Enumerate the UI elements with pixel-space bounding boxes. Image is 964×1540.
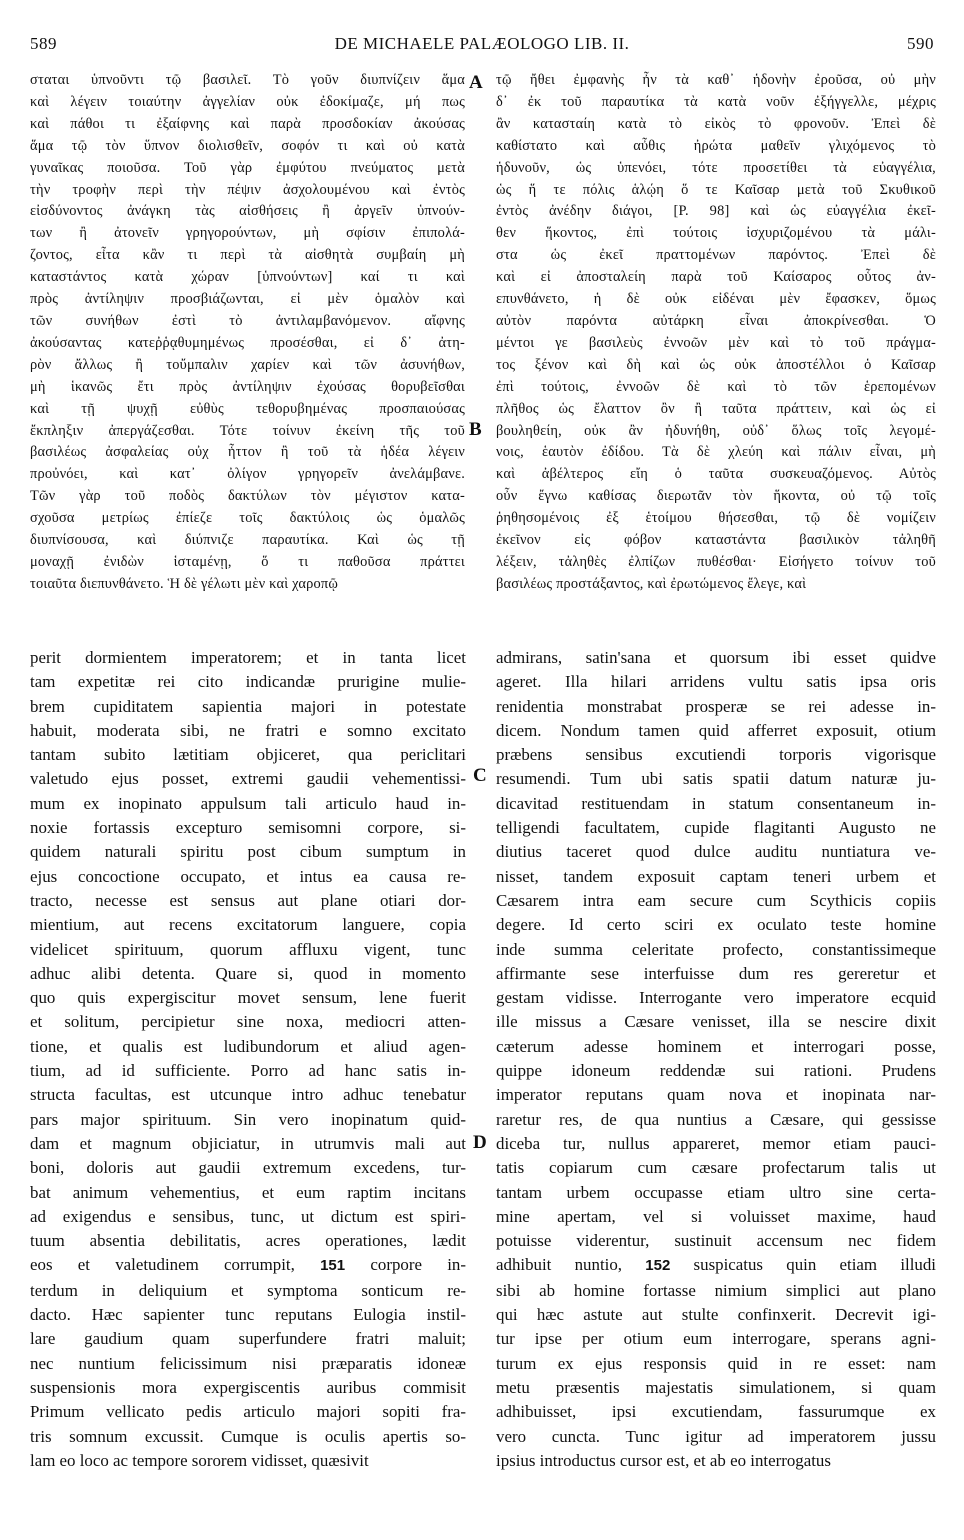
text-line: boni, doloris aut gaudii extremum excedens, tur- (30, 1158, 466, 1178)
running-title: DE MICHAELE PALÆOLOGO LIB. II. (334, 34, 630, 53)
text-line: ipsius introductus cursor est, et ab eo interrogatus (496, 1450, 831, 1470)
text-line: qui hæc astute aut stulte confinxerit. Decrevit igi- (496, 1305, 936, 1325)
text-line: quo quis expergiscitur movet sensum, lene fuerit (30, 988, 466, 1008)
text-line: ἅμα τῷ τὸν ὕπνον διολισθεῖν, σοφόν τι καὶ οὐ κατὰ (30, 137, 465, 154)
text-line: καὶ εἰ ἀποσταλείη παρὰ τοῦ Καίσαρος οὗτος ἀν- (496, 269, 936, 286)
text-line: quidem naturali spiritu post cibum sumptum in (30, 842, 466, 862)
text-line: τῶν συνήθων ἐστὶ τὸ ἀντιλαμβανόμενον. αἴφνης (30, 312, 465, 329)
text-line: degere. Id certo sciri ex oculato teste homine (496, 915, 936, 935)
text-line: admirans, satin'sana et quorsum ibi esset quidve (496, 648, 936, 667)
text-line: valetudo ejus posset, extremi gaudii vehementissi- (30, 769, 466, 789)
text-line: inde summa celeritate profecto, constantissimeque (496, 939, 936, 959)
text-line: στα ὡς ἐκεῖ πραττομένων παρόντος. Ἐπεὶ δὲ (496, 247, 936, 264)
text-line: ad exigendus e sensibus, tunc, ut dictum est spiri- (30, 1206, 466, 1226)
text-line: δ᾽ ἐκ τοῦ παραυτίκα τὰ κατὰ νοῦν ἐξήγγελλε, μέχρις (496, 93, 936, 110)
latin-translation-left-column (30, 646, 466, 1516)
text-line: ρὸν ἄλλως ἢ τοὔμπαλιν χαρίεν καὶ τῶν ἀσυνήθων, (30, 356, 465, 373)
text-line: σχοῦσα μετρίως ἐπίεζε τοῖς δακτύλοις ὡς ὁμαλῶς (30, 510, 465, 527)
text-line: ἐπὶ τούτοις, ἐννοῶν δὲ καὶ τὸ τῶν ἑρεπομένων (496, 378, 936, 395)
text-line: tantam subito lætitiam objiceret, qua periclitari (30, 745, 466, 765)
section-marker-b: B (469, 419, 482, 440)
section-marker-a: A (469, 72, 483, 93)
text-line: resumendi. Tum ubi satis spatii datum naturæ ju- (496, 769, 936, 789)
text-line: adhibuit nuntio, 152 suspicatus quin etiam illudi (496, 1255, 936, 1275)
text-line: tur ipse per otium eum interrogare, sperans agni- (496, 1329, 936, 1349)
text-line: tam expetitæ rei cito indicandæ prurigine mulie- (30, 672, 466, 692)
text-line: θεν ἥκοντος, ἐπὶ τούτοις ἰσχυριζομένου τὰ μάλι- (496, 225, 936, 242)
text-line: tracto, necesse est sensus aut plane otiari dor- (30, 890, 466, 910)
text-line: μέντοι γε βασιλεὺς ἐννοῶν μὲν καὶ τὸ τοῦ πράγμα- (496, 334, 936, 351)
text-line: ἂν κατασταίη κατὰ τὸ εἰκὸς τὸ φρονοῦν. Ἐπεὶ δὲ (496, 115, 936, 132)
text-line: affirmante sese interfuisse dum res gereretur et (496, 963, 936, 983)
text-line: tatis copiarum cum cæsare profectarum talis ut (496, 1158, 936, 1178)
text-line: ζοντος, εἶτα κἂν τι περὶ τὰ αἰσθητὰ συμβαίη μὴ (30, 247, 465, 264)
text-line: telligendi facultatem, cupide flagitanti Augusto ne (496, 818, 936, 838)
text-line: καὶ πάθοι τι ἐξαίφνης καὶ παρὰ προσδοκίαν ἀκούσας (30, 115, 465, 132)
text-line: οὖν ἔγνω καθίσας διερωτᾶν τὸν ἥκοντα, οὐ τῷ τοῖς (496, 488, 936, 505)
text-line: tuum absentia debilitatis, acres operationes, lædit (30, 1231, 466, 1251)
text-line: μὴ ἱκανῶς ἔτι πρὸς ἀντίληψιν ἐχούσας θορυβεῖσθαι (30, 378, 465, 395)
text-line: γυναῖκας ποιοῦσα. Τοῦ γὰρ ἐμφύτου πνεύματος μετὰ (30, 159, 465, 176)
text-line: Cæsarem intra eam secure cum Scythicis copiis (496, 890, 936, 910)
text-line: terdum in deliquium et symptoma sonticum re- (30, 1280, 466, 1300)
text-line: καὶ λέγειν τοιαύτην ἀγγελίαν οὐκ ἐδοκίμαζε, μή πως (30, 93, 465, 110)
text-line: diutius taceret quod dulce auditu nuntiatura ve- (496, 842, 936, 862)
running-head (24, 34, 940, 56)
text-line: adhuc alibi detenta. Quare si, quod in momento (30, 963, 466, 983)
text-line: τοιαῦτα διεπυνθάνετο. Ἡ δὲ γέλωτι μὲν καὶ χαροπῷ (30, 575, 338, 592)
text-line: nec nuntium felicissimum nisi præparatis idoneæ (30, 1353, 466, 1373)
text-line: μοναχῇ ἐνιδὼν ἱσταμένῃ, ὅ τι παθοῦσα πράττει (30, 553, 465, 570)
text-line: καθίστατο καὶ αὖθις ἠρώτα μαθεῖν γλιχόμενος τὸ (496, 137, 936, 154)
text-line: ἐντὸς ἀνέδην διάγοι, [P. 98] καὶ ὡς εὐαγγέλια ἐκεῖ- (496, 203, 936, 220)
text-line: τὴν τροφὴν περὶ τὴν πέψιν ἀσχολουμένου καὶ ἐντὸς (30, 181, 465, 198)
text-line: lare gaudium quam superfundere fratri maluit; (30, 1329, 466, 1349)
text-line: noxie fortassis excepturo semisomni corpore, si- (30, 818, 466, 838)
text-line: pars major spirituum. Sin vero inopinatum quid- (30, 1109, 466, 1129)
greek-text-right-column (496, 70, 936, 630)
latin-translation-right-column (496, 646, 936, 1516)
text-line: renidentia monstrabat prosperæ se rei adesse in- (496, 696, 936, 716)
text-line: cæterum adesse hominem et interrogari posse, (496, 1036, 936, 1056)
text-line: tione, et qualis est ludibundorum et aliud agen- (30, 1036, 466, 1056)
section-marker-d: D (473, 1132, 487, 1153)
text-line: προὐνόει, καὶ κατ᾽ ὀλίγον γρηγορεῖν ἀνελάμβανε. (30, 466, 465, 483)
left-page-number: 589 (30, 34, 57, 53)
text-line: λέξειν, τἀληθὲς ἐλπίζων πυθέσθαι· Εἰσήγετο τοίνυν τοῦ (496, 553, 936, 570)
text-line: ὡς ἥ τε πόλις ἁλῴη ὅ τε Καῖσαρ μετὰ τοῦ Σκυθικοῦ (496, 181, 936, 198)
text-line: et solitum, percipietur sine noxa, mediocri atten- (30, 1012, 466, 1032)
text-line: ageret. Illa hilari arridens vultu satis ipsa oris (496, 672, 936, 692)
text-line: vero cuncta. Tunc igitur ad imperatorem jussu (496, 1426, 936, 1446)
text-line: ille missus a Cæsare venisset, illa se nescire dixit (496, 1012, 936, 1032)
text-line: structa facultas, est utcunque intro adhuc tenebatur (30, 1085, 466, 1105)
text-line: suspensionis mora expergiscentis auribus commisit (30, 1377, 466, 1397)
text-line: πλῆθος ὡς ἔλαττον ὂν ἢ ταῦτα πράττειν, καὶ ὡς εἰ (496, 400, 936, 417)
text-line: ἐκεῖνον εἰς φόβον καταστάντα βασιλικὸν τἀληθῆ (496, 532, 936, 549)
text-line: ejus concoctione occupato, et intus ea causa re- (30, 866, 466, 886)
text-line: diceba tur, nullus appareret, memor etiam pauci- (496, 1133, 936, 1153)
text-line: potuisse viderentur, sustinuit accensum nec fidem (496, 1231, 936, 1251)
greek-text-left-column (30, 70, 465, 630)
text-line: καταστάντος κατὰ χώραν [ὑπνούντων] καί τι καὶ (30, 269, 465, 286)
text-line: επυνθάνετο, ἡ δὲ οὐκ εἰδέναι μὲν ἔφασκεν, ὅμως (496, 291, 936, 308)
text-line: mientium, aut recens excitatorum languere, copia (30, 915, 466, 935)
text-line: turum ex ejus responsis quid in re esset: nam (496, 1353, 936, 1373)
text-line: tium, ad id sufficiente. Porro ad hanc satis in- (30, 1061, 466, 1081)
text-line: præbens sensibus excutiendi torporis vigorisque (496, 745, 936, 765)
text-line: imperator reputans quam nova et inopinata nar- (496, 1085, 936, 1105)
text-line: quippe idoneum reddendæ sui rationi. Prudens (496, 1061, 936, 1081)
text-line: mine apertam, vel si voluisset maxime, haud (496, 1206, 936, 1226)
text-line: αὐτὸν παρόντα αὐτάρκη εἶναι ἀποκρίνεσθαι. Ὁ (496, 312, 936, 329)
text-line: των ἢ ἀτονεῖν γρηγορούντων, μὴ σφίσιν ἐπιπολά- (30, 225, 465, 242)
text-line: βουληθείη, οὐκ ἂν ἠδυνήθη, οὐδ᾽ ὅλως τοῖς λεγομέ- (496, 422, 936, 439)
text-line: dacto. Hæc sapienter tunc reputans Eulogia instil- (30, 1305, 466, 1325)
text-line: σταται ὑπνοῦντι τῷ βασιλεῖ. Τὸ γοῦν διυπνίζειν ἅμα (30, 72, 465, 88)
text-line: ἔκπληξιν ἀπεργάζεσθαι. Τότε τοίνυν ἐκείνη τῆς τοῦ (30, 422, 465, 439)
text-line: ἡδυνοῦν, ὡς ὑπενόει, τότε προσετίθει τὰ εὐαγγέλια, (496, 159, 936, 176)
text-line: Τῶν γὰρ τοῦ ποδὸς δακτύλων τὸν μέγιστον κατα- (30, 488, 465, 505)
text-line: metu præsentis majestatis simulationem, si quam (496, 1377, 936, 1397)
text-line: bat animum vehementius, et eum raptim incitans (30, 1182, 466, 1202)
text-line: ἀκούσαντας κατεῤῥᾳθυμημένως προσέσθαι, εἰ δ᾽ ἀτη- (30, 334, 465, 351)
right-page-number: 590 (907, 34, 934, 53)
section-marker-c: C (473, 765, 487, 786)
text-line: τῷ ἤθει ἐμφανὴς ἦν τὰ καθ᾽ ἡδονὴν ἐροῦσα, οὐ μὴν (496, 72, 936, 88)
text-line: dam et magnum objiciatur, in utrumvis mali aut (30, 1133, 466, 1153)
text-line: eos et valetudinem corrumpit, 151 corpore in- (30, 1255, 466, 1275)
text-line: sibi ab homine fortasse nimium simplici aut plano (496, 1280, 936, 1300)
text-line: dicem. Nondum tamen quid afferret exposuit, otium (496, 720, 936, 740)
text-line: νοις, ἑαυτὸν ἐδίδου. Τὰ δὲ χλεύη καὶ πάλιν εἶναι, μὴ (496, 444, 936, 461)
text-line: raretur res, de qua nuntius a Cæsare, qui gessisse (496, 1109, 936, 1129)
text-line: habuit, moderata sibi, ne fratri e somno excitato (30, 720, 466, 740)
text-line: tris somnum excussit. Cumque is oculis apertis so- (30, 1426, 466, 1446)
text-line: gestam vidisse. Interrogante vero imperatore ecquid (496, 988, 936, 1008)
text-line: lam eo loco ac tempore sororem vidisset, quæsivit (30, 1450, 369, 1470)
text-line: εἰσδύνοντος ἀνάγκη τὰς αἰσθήσεις ἢ ἀργεῖν ὑπνούν- (30, 203, 465, 220)
text-line: mum ex inopinato appulsum tali articulo haud in- (30, 793, 466, 813)
text-line: videlicet spirituum, quorum affluxu vigent, tunc (30, 939, 466, 959)
text-line: βασιλέως ἀσφαλείας οὐχ ἧττον ἢ τοῦ τὰ ἡδέα λέγειν (30, 444, 465, 461)
text-line: ῥηθησομένοις ἐξ ἑτοίμου θήσεσθαι, τῷ δὲ νομίζειν (496, 510, 936, 527)
text-line: τος ξένον καὶ δὴ καὶ ὡς οὐκ ἀποστέλλοι ὁ Καῖσαρ (496, 356, 936, 373)
text-line: adhibuisset, ipsi excutiendam, fassurumque ex (496, 1402, 936, 1422)
text-line: καὶ τῇ ψυχῇ εὐθὺς τεθορυβημένας προσπαιούσας (30, 400, 465, 417)
text-line: perit dormientem imperatorem; et in tanta licet (30, 648, 466, 667)
text-line: Primum vellicato pedis articulo majori sopiti fra- (30, 1402, 466, 1422)
text-line: καὶ ἀβέλτερος εἴη ὁ ταῦτα συσκευαζόμενος. Αὐτὸς (496, 466, 936, 483)
text-line: brem cupiditatem sapientia majori in potestate (30, 696, 466, 716)
text-line: dicavitad restituendam in statum consentaneum in- (496, 793, 936, 813)
text-line: διυπνίσουσα, καὶ διύπνιζε παραυτίκα. Καὶ ὡς τῇ (30, 532, 465, 549)
text-line: βασιλέως προστάξαντος, καὶ ἐρωτώμενος ἔλεγε, καὶ (496, 575, 807, 592)
text-line: nisset, tandem exposuit captam teneri urbem et (496, 866, 936, 886)
text-line: tantam urbem occupasse etiam ultro sine certa- (496, 1182, 936, 1202)
text-line: πρὸς ἀντίληψιν προσβιάζωνται, εἰ μὲν ὁμαλὸν καὶ (30, 291, 465, 308)
